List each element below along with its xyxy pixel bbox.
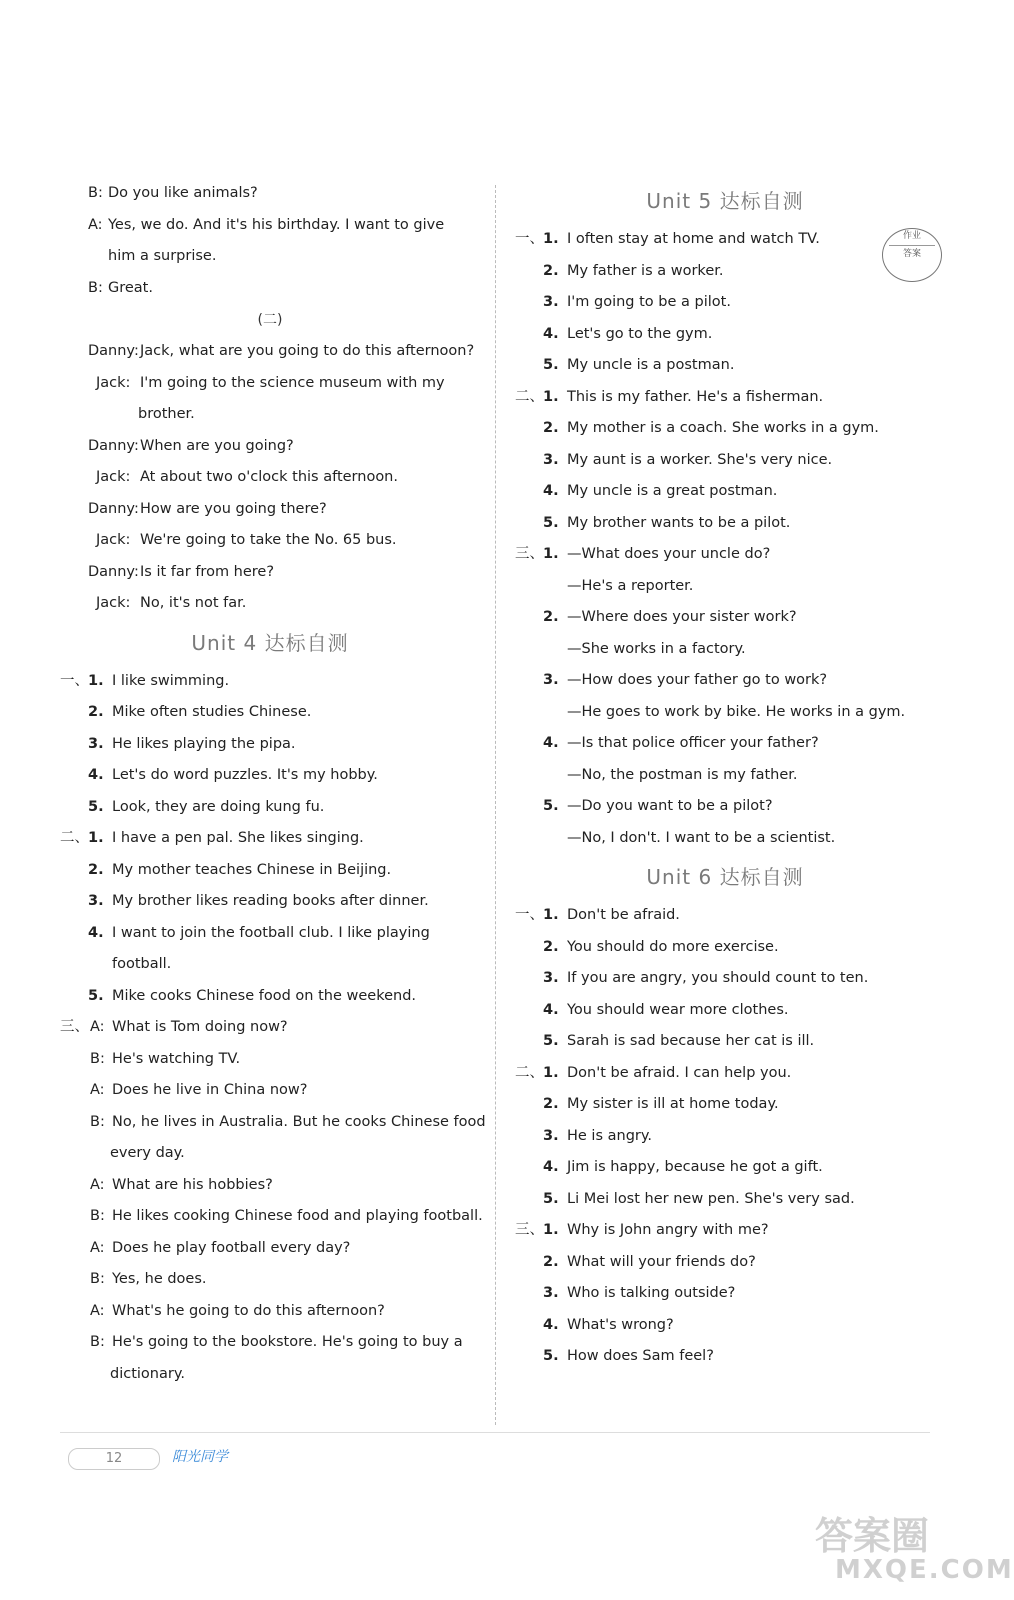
item-text: I want to join the football club. I like playing: [112, 924, 430, 941]
brand-logo-text: 阳光同学: [172, 1449, 228, 1465]
answer-item: [515, 1089, 935, 1121]
dialog-text: Yes, he does.: [112, 1271, 207, 1287]
dialog-text: brother.: [138, 406, 195, 422]
item-number: 1.: [543, 907, 559, 923]
item-number: 5.: [543, 1348, 559, 1364]
speaker-label: A:: [90, 1302, 105, 1319]
answer-item: [515, 476, 935, 508]
answer-item: [60, 981, 480, 1013]
answer-item: [515, 995, 935, 1027]
item-number: 5.: [543, 514, 559, 531]
speaker-label: A:: [90, 1082, 105, 1098]
speaker-label: B:: [88, 185, 103, 201]
item-text: I'm going to be a pilot.: [567, 294, 731, 310]
item-text: Don't be afraid. I can help you.: [567, 1064, 792, 1081]
item-text: How does Sam feel?: [567, 1348, 714, 1364]
answer-item: [515, 319, 935, 351]
speaker-label: Jack:: [96, 595, 131, 611]
speaker-label: Danny:: [88, 563, 139, 580]
dialog-line: [60, 1138, 480, 1170]
answer-item: [515, 602, 935, 634]
item-number: 2.: [543, 420, 559, 436]
dialog-text: How are you going there?: [140, 500, 327, 517]
item-text: My brother wants to be a pilot.: [567, 514, 791, 531]
section-label: 二、: [515, 1064, 544, 1081]
page-number: 12: [68, 1448, 160, 1470]
item-text: —Is that police officer your father?: [567, 735, 819, 751]
dialog-text: What is Tom doing now?: [112, 1019, 288, 1035]
speaker-label: B:: [90, 1050, 105, 1067]
answer-item: [515, 1215, 935, 1247]
dialog-text: dictionary.: [110, 1365, 185, 1382]
item-number: 4.: [543, 1159, 559, 1175]
dialog-line: [60, 210, 480, 242]
answer-item: [515, 1184, 935, 1216]
item-number: 5.: [543, 357, 559, 373]
item-text: My aunt is a worker. She's very nice.: [567, 451, 833, 468]
dialog-line: [60, 588, 480, 620]
answer-item: [60, 918, 480, 950]
item-text: My uncle is a postman.: [567, 357, 735, 373]
watermark-text: 答案圈: [815, 1514, 930, 1558]
dialog-text: At about two o'clock this afternoon.: [140, 469, 398, 485]
item-number: 2.: [543, 1253, 559, 1270]
answer-item: [515, 539, 935, 571]
section-label: 一、: [515, 231, 544, 247]
dialog-line: [60, 178, 480, 210]
dialog-text: him a surprise.: [108, 248, 217, 264]
item-text: —Do you want to be a pilot?: [567, 798, 773, 814]
dialog-line: [60, 368, 480, 400]
dialog-line: [60, 1296, 480, 1328]
dialog-line: [60, 1075, 480, 1107]
item-text: Who is talking outside?: [567, 1285, 736, 1301]
dialog-line: [60, 1264, 480, 1296]
answer-item: [515, 1278, 935, 1310]
item-number: 1.: [543, 1064, 559, 1081]
item-number: 2.: [88, 704, 104, 720]
item-number: 1.: [543, 1222, 559, 1238]
speaker-label: Danny:: [88, 437, 139, 454]
speaker-label: Danny:: [88, 343, 139, 359]
item-text: —No, the postman is my father.: [567, 766, 798, 783]
stamp-bottom-text: 答案: [902, 249, 921, 259]
answer-item: [515, 634, 935, 666]
item-number: 4.: [543, 1001, 559, 1018]
column-divider: [495, 185, 496, 1425]
stamp-top-text: 作业: [902, 231, 921, 241]
item-number: 4.: [543, 483, 559, 499]
item-number: 3.: [543, 294, 559, 310]
item-number: 3.: [543, 1127, 559, 1144]
dialog-line: [60, 494, 480, 526]
item-number: 2.: [543, 609, 559, 625]
item-text: Don't be afraid.: [567, 907, 680, 923]
dialog-line: [60, 1107, 486, 1139]
dialog-line: [60, 1201, 483, 1233]
unit-4-title: Unit 4 达标自测: [191, 630, 349, 655]
dialog-text: What are his hobbies?: [112, 1176, 273, 1193]
answer-item: [515, 932, 935, 964]
answer-item: [60, 855, 480, 887]
dialog-text: Do you like animals?: [108, 185, 258, 201]
dialog-line: [60, 241, 480, 273]
item-number: 3.: [88, 893, 104, 909]
item-text: —What does your uncle do?: [567, 546, 771, 562]
item-text: Look, they are doing kung fu.: [112, 798, 325, 815]
dialog-line: [60, 336, 480, 368]
answer-item: [515, 1026, 935, 1058]
answer-item: [515, 697, 935, 729]
answer-item: [60, 760, 480, 792]
item-text: Mike often studies Chinese.: [112, 704, 312, 720]
dialog-line: [60, 1044, 480, 1076]
answer-item: [515, 382, 935, 414]
speaker-label: A:: [90, 1176, 105, 1193]
answer-item: [515, 791, 935, 823]
watermark-url: MXQE.COM: [835, 1555, 1014, 1585]
dialog-line: [60, 1327, 480, 1359]
item-number: 1.: [88, 672, 104, 689]
item-text: —No, I don't. I want to be a scientist.: [567, 829, 836, 846]
speaker-label: A:: [90, 1239, 105, 1256]
dialog-text: We're going to take the No. 65 bus.: [140, 532, 397, 548]
item-text: football.: [112, 956, 172, 972]
answer-item: [515, 508, 935, 540]
speaker-label: B:: [88, 279, 103, 296]
item-number: 3.: [543, 1285, 559, 1301]
answer-item: [515, 1121, 935, 1153]
section-label: 二、: [515, 388, 544, 405]
item-text: My father is a worker.: [567, 262, 724, 279]
answer-item: [515, 1341, 935, 1373]
dialog-text: No, it's not far.: [140, 595, 247, 611]
answer-item: [60, 666, 480, 698]
item-number: 4.: [543, 735, 559, 751]
answer-item: [60, 949, 480, 981]
dialog-line: [60, 1012, 480, 1044]
item-number: 5.: [543, 798, 559, 814]
item-number: 5.: [543, 1033, 559, 1049]
homework-answer-stamp: [882, 228, 942, 282]
section-label: 二、: [60, 830, 89, 846]
section-label: 三、: [515, 1222, 544, 1238]
item-text: —She works in a factory.: [567, 640, 746, 657]
dialog-line: [60, 1170, 480, 1202]
item-number: 1.: [543, 231, 559, 247]
item-number: 3.: [543, 970, 559, 986]
item-number: 2.: [543, 938, 559, 955]
dialog-text: Is it far from here?: [140, 563, 275, 580]
item-text: Mike cooks Chinese food on the weekend.: [112, 987, 417, 1004]
answer-item: [515, 728, 935, 760]
item-text: —Where does your sister work?: [567, 609, 797, 625]
answer-item: [515, 963, 935, 995]
answer-item: [60, 697, 480, 729]
answer-item: [515, 350, 935, 382]
dialog-text: Jack, what are you going to do this afternoon?: [140, 343, 475, 359]
dialog-text: He's going to the bookstore. He's going to buy a: [112, 1334, 463, 1350]
answer-item: [515, 823, 935, 855]
answer-item: [60, 792, 480, 824]
answer-item: [515, 413, 935, 445]
item-text: He likes playing the pipa.: [112, 735, 296, 752]
speaker-label: B:: [90, 1208, 105, 1224]
item-text: Why is John angry with me?: [567, 1222, 769, 1238]
dialog-text: Does he live in China now?: [112, 1082, 308, 1098]
section-subheading: (二): [257, 312, 283, 328]
answer-item: [60, 886, 480, 918]
item-text: You should wear more clothes.: [567, 1001, 789, 1018]
section-label: 三、: [515, 546, 544, 562]
item-text: My mother is a coach. She works in a gym.: [567, 420, 879, 436]
speaker-label: B:: [90, 1271, 105, 1287]
speaker-label: Jack:: [96, 469, 131, 485]
item-number: 5.: [543, 1190, 559, 1207]
item-text: My mother teaches Chinese in Beijing.: [112, 861, 392, 878]
item-text: What's wrong?: [567, 1316, 674, 1333]
item-text: My brother likes reading books after dinner.: [112, 893, 429, 909]
answer-item: [515, 1058, 935, 1090]
left-column: [60, 178, 486, 1390]
section-label: 三、: [60, 1019, 89, 1035]
answer-item: [515, 1152, 935, 1184]
answer-item: [515, 224, 935, 256]
item-text: I have a pen pal. She likes singing.: [112, 830, 364, 846]
answer-item: [515, 760, 935, 792]
answer-item: [515, 1247, 935, 1279]
unit-6-title: Unit 6 达标自测: [646, 865, 804, 889]
item-text: —How does your father go to work?: [567, 672, 828, 688]
item-number: 3.: [543, 672, 559, 688]
dialog-text: He likes cooking Chinese food and playing football.: [112, 1208, 483, 1224]
item-text: Sarah is sad because her cat is ill.: [567, 1033, 815, 1049]
dialog-text: Yes, we do. And it's his birthday. I want to give: [108, 216, 445, 233]
item-number: 5.: [88, 987, 104, 1004]
dialog-text: Great.: [108, 279, 153, 296]
speaker-label: B:: [90, 1334, 105, 1350]
unit-5-title: Unit 5 达标自测: [646, 189, 804, 213]
item-text: My uncle is a great postman.: [567, 483, 778, 499]
item-number: 3.: [543, 451, 559, 468]
item-number: 1.: [543, 546, 559, 562]
item-text: He is angry.: [567, 1127, 652, 1144]
dialog-text: No, he lives in Australia. But he cooks Chinese food: [112, 1113, 486, 1130]
item-text: Let's go to the gym.: [567, 325, 713, 342]
item-number: 4.: [88, 924, 104, 941]
item-number: 1.: [543, 388, 559, 405]
item-number: 5.: [88, 798, 104, 815]
dialog-line: [60, 431, 480, 463]
item-text: —He's a reporter.: [567, 577, 694, 594]
answer-item: [60, 729, 480, 761]
item-text: My sister is ill at home today.: [567, 1096, 779, 1112]
item-number: 4.: [543, 1316, 559, 1333]
answer-item: [515, 665, 935, 697]
footer-rule: [60, 1432, 930, 1433]
answer-item: [515, 287, 935, 319]
answer-item: [515, 571, 935, 603]
answer-item: [60, 823, 480, 855]
speaker-label: Jack:: [96, 374, 131, 391]
dialog-line: [60, 525, 480, 557]
item-text: You should do more exercise.: [567, 938, 779, 955]
dialog-line: [60, 462, 480, 494]
item-text: If you are angry, you should count to ten.: [567, 970, 869, 986]
item-number: 2.: [543, 262, 559, 279]
item-text: I often stay at home and watch TV.: [567, 231, 820, 247]
item-number: 4.: [88, 767, 104, 783]
item-number: 2.: [543, 1096, 559, 1112]
item-number: 2.: [88, 861, 104, 878]
right-column: [515, 178, 935, 1373]
dialog-line: [60, 1233, 480, 1265]
item-text: What will your friends do?: [567, 1253, 756, 1270]
item-text: Let's do word puzzles. It's my hobby.: [112, 767, 378, 783]
dialog-text: Does he play football every day?: [112, 1239, 351, 1256]
section-label: 一、: [515, 907, 544, 923]
speaker-label: Jack:: [96, 532, 131, 548]
dialog-text: I'm going to the science museum with my: [140, 374, 445, 391]
dialog-text: What's he going to do this afternoon?: [112, 1302, 385, 1319]
dialog-line: [60, 1359, 480, 1391]
dialog-line: [60, 557, 480, 589]
item-text: I like swimming.: [112, 672, 230, 689]
item-text: This is my father. He's a fisherman.: [567, 388, 824, 405]
item-number: 4.: [543, 325, 559, 342]
answer-item: [515, 256, 935, 288]
speaker-label: A:: [88, 216, 103, 233]
answer-item: [515, 1310, 935, 1342]
speaker-label: Danny:: [88, 500, 139, 517]
dialog-text: When are you going?: [140, 437, 294, 454]
speaker-label: B:: [90, 1113, 105, 1130]
dialog-text: every day.: [110, 1145, 185, 1161]
section-label: 一、: [60, 672, 89, 689]
speaker-label: A:: [90, 1019, 105, 1035]
item-text: Li Mei lost her new pen. She's very sad.: [567, 1190, 855, 1207]
dialog-line: [60, 273, 480, 305]
answer-item: [515, 445, 935, 477]
dialog-line: [60, 399, 480, 431]
item-number: 1.: [88, 830, 104, 846]
item-text: Jim is happy, because he got a gift.: [567, 1159, 823, 1175]
dialog-text: He's watching TV.: [112, 1050, 241, 1067]
item-text: —He goes to work by bike. He works in a gym.: [567, 703, 906, 720]
item-number: 3.: [88, 735, 104, 752]
answer-item: [515, 900, 935, 932]
